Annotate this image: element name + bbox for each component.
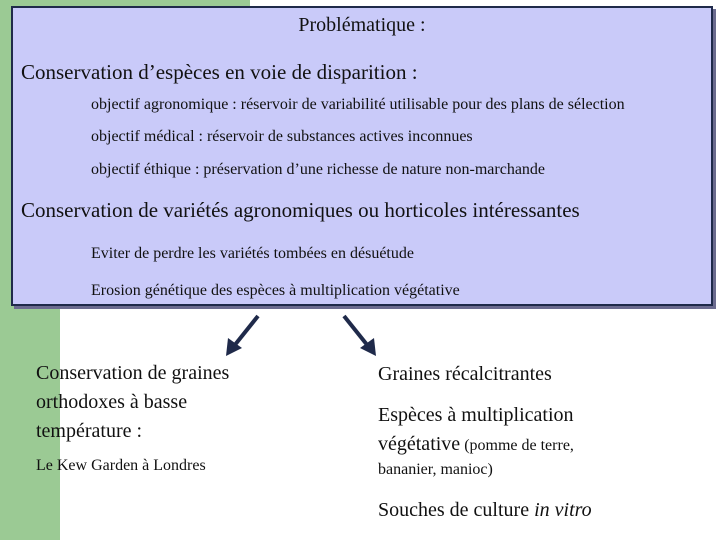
page-title: Problématique : bbox=[298, 14, 426, 36]
section1-item-medical: objectif médical : réservoir de substances actives inconnues bbox=[91, 128, 473, 145]
vegetative-examples-a: (pomme de terre, bbox=[460, 437, 574, 454]
arrow-down-left-icon bbox=[222, 312, 264, 358]
left-line-3: température : bbox=[36, 420, 143, 442]
right-item-in-vitro bbox=[378, 499, 592, 522]
right-item-vegetative-line1: Espèces à multiplication bbox=[378, 404, 574, 426]
vegetative-examples-b: bananier, manioc) bbox=[378, 461, 493, 478]
section1-heading: Conservation d’espèces en voie de disparition : bbox=[21, 60, 418, 84]
in-vitro-italic: in vitro bbox=[534, 499, 592, 521]
left-note: Le Kew Garden à Londres bbox=[36, 457, 206, 474]
vegetative-word: végétative bbox=[378, 433, 461, 455]
arrow-down-right-icon bbox=[338, 312, 380, 358]
in-vitro-prefix: Souches de culture bbox=[378, 499, 535, 521]
section1-item-agronomic: objectif agronomique : réservoir de variabilité utilisable pour des plans de sélection bbox=[91, 96, 625, 113]
section2-heading: Conservation de variétés agronomiques ou horticoles intéressantes bbox=[21, 198, 580, 222]
left-line-1: Conservation de graines bbox=[36, 362, 230, 384]
right-item-recalcitrant: Graines récalcitrantes bbox=[378, 363, 552, 385]
section2-item-erosion: Erosion génétique des espèces à multiplication végétative bbox=[91, 282, 460, 299]
problem-box bbox=[11, 6, 713, 306]
left-line-2: orthodoxes à basse bbox=[36, 391, 188, 413]
section1-item-ethical: objectif éthique : préservation d’une richesse de nature non-marchande bbox=[91, 161, 546, 178]
section2-item-obsolete: Eviter de perdre les variétés tombées en désuétude bbox=[91, 245, 414, 262]
right-item-vegetative-line2 bbox=[378, 433, 574, 456]
